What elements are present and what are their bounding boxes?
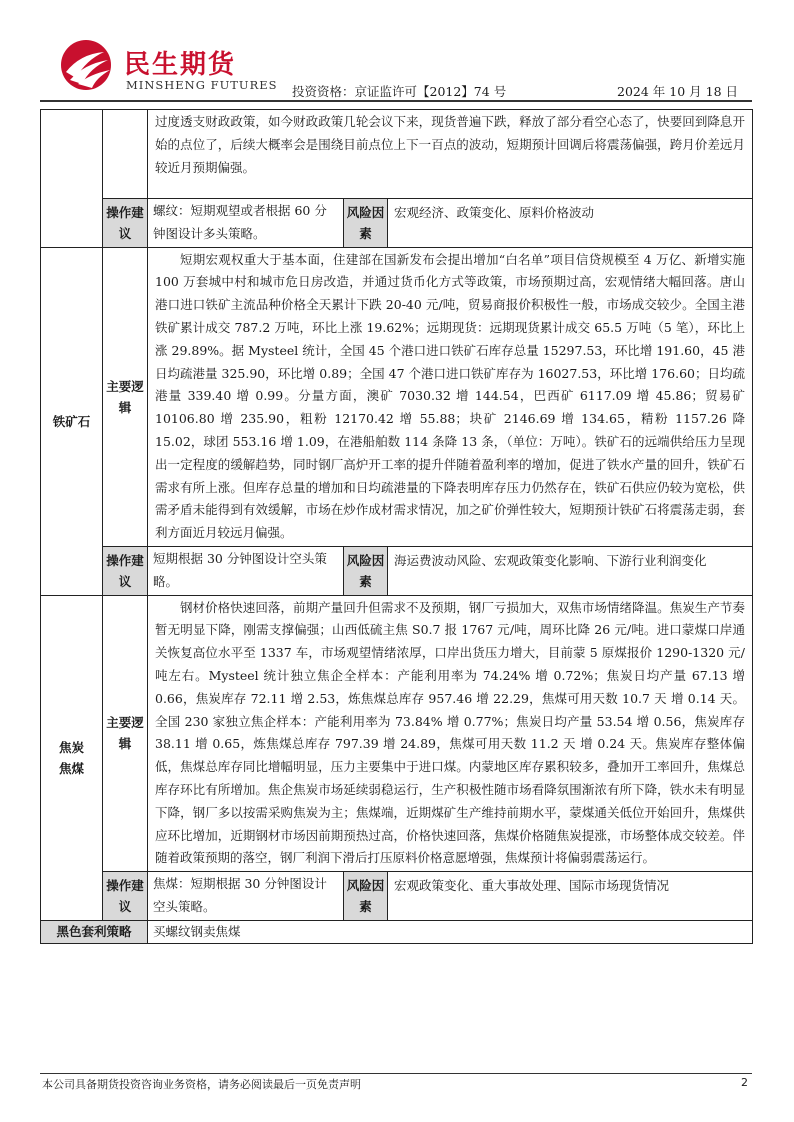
rebar-advice-row: [41, 199, 753, 248]
iron-ore-logic-label: 主要逻辑: [103, 247, 148, 546]
coke-coal-logic-label: 主要逻辑: [103, 595, 148, 872]
brand-name-en: MINSHENG FUTURES: [126, 78, 278, 92]
arbitrage-label: 黑色套利策略: [41, 920, 148, 943]
coke-coal-section-label: [41, 595, 103, 920]
coke-coal-advice-row: [41, 872, 753, 921]
rebar-logic-row: [41, 110, 753, 199]
footer-divider: [40, 1073, 752, 1074]
rebar-logic-text: 过度透支财政政策，如今财政政策几轮会议下来，现货普遍下跌，释放了部分看空心态了，快要回到降息开始的点位了，后续大概率会是围绕目前点位上下一百点的波动，短期预计回调后将震荡偏强，跨月价差远月较近月预期偏强。: [148, 110, 753, 199]
rebar-advice-label: 操作建议: [103, 199, 148, 248]
strategy-table: [40, 109, 753, 944]
iron-ore-advice-text: 短期根据 30 分钟图设计空头策略。: [148, 546, 344, 595]
qualification-text: 投资资格：京证监许可【2012】74 号: [292, 84, 507, 99]
page-number: 2: [741, 1076, 748, 1089]
iron-ore-logic-text: 短期宏观权重大于基本面，住建部在国新发布会提出增加“白名单”项目信贷规模至 4 万亿、新增实施 100 万套城中村和城市危日房改造，并通过货币化方式等政策，市场预期过高，宏观情绪大幅回落。唐山港口进口铁矿主流品种价格全天累计下跌 20-40 元/吨，贸易商报价积极性一般，市场成交较少。全国主港铁矿累计成交 787.2 万吨，环比上涨 19.62%；远期现货：远期现货累计成交 65.5 万吨（5 笔），环比上涨 29.89%。据 Mysteel 统计，全国 45 个港口进口铁矿石库存总量 15297.53，环比增 191.60，45 港日均疏港量 325.90，环比增 0.89；全国 47 个港口进口铁矿库存为 16027.53，环比增 176.60；日均疏港量 339.40 增 0.99。分量方面，澳矿 7030.32 增 144.54，巴西矿 6117.09 增 45.86；贸易矿 10106.80 增 235.90，粗粉 12170.42 增 55.88；块矿 2146.69 增 134.65，精粉 1157.26 降 15.02，球团 553.16 增 1.09，在港船舶数 114 条降 13 条，（单位：万吨）。铁矿石的远端供给压力呈现出一定程度的缓解趋势，同时钢厂高炉开工率的提升伴随着盈利率的增加，促进了铁水产量的回升，铁矿石需求有所上涨。但库存总量的增加和日均疏港量的下降表明库存压力仍然存在，铁矿石供应仍较为宽松，供需矛盾未能得到有效缓解，市场在炒作成材需求情况，加之矿价弹性较大，短期预计铁矿石将震荡走弱，套利方面近月较远月偏强。: [148, 247, 753, 546]
iron-ore-risk-text: 海运费波动风险、宏观政策变化影响、下游行业利润变化: [388, 546, 753, 595]
header-divider: [40, 100, 752, 102]
coking-coal-label: 焦煤: [58, 760, 84, 776]
arbitrage-row: [41, 920, 753, 943]
rebar-logic-label-cell: [103, 110, 148, 199]
coke-coal-logic-row: [41, 595, 753, 872]
brand-name-cn: 民生期货: [124, 50, 237, 80]
coke-coal-advice-text: 焦煤：短期根据 30 分钟图设计空头策略。: [148, 872, 344, 921]
report-date: 2024 年 10 月 18 日: [617, 84, 738, 99]
minsheng-logo-icon: [56, 38, 116, 92]
iron-ore-risk-label: 风险因素: [344, 546, 388, 595]
coke-coal-logic-text: 钢材价格快速回落，前期产量回升但需求不及预期，钢厂亏损加大，双焦市场情绪降温。焦炭生产节奏暂无明显下降，刚需支撑偏强；山西低硫主焦 S0.7 报 1767 元/吨，周环比降 26 元/吨。进口蒙煤口岸通关恢复高位水平至 1337 车，市场观望情绪浓厚，口岸出货压力增大，目前蒙 5 原煤报价 1290-1320 元/吨左右。Mysteel 统计独立焦企全样本：产能利用率为 74.24% 增 0.72%；焦炭日均产量 67.13 增 0.66，焦炭库存 72.11 增 2.53，炼焦煤总库存 957.46 增 22.29，焦煤可用天数 10.7 天 增 0.14 天。全国 230 家独立焦企样本：产能利用率为 73.84% 增 0.77%；焦炭日均产量 53.54 增 0.56，焦炭库存 38.11 增 0.65，炼焦煤总库存 797.39 增 24.89，焦煤可用天数 11.2 天 增 0.24 天。焦炭库存整体偏低，焦煤总库存同比增幅明显，压力主要集中于进口煤。内蒙地区库存累积较多，叠加开工率回升，焦煤总库存环比有所增加。焦企焦炭市场延续弱稳运行，生产积极性随市场看降氛围渐浓有所下降，铁水未有明显下降，钢厂多以按需采购焦炭为主；焦煤端，近期煤矿生产维持前期水平，蒙煤通关低位开始回升，焦煤供应环比增加，近期钢材市场因前期预热过高，价格快速回落，焦煤价格随焦炭提涨，市场整体成交较差。伴随着政策预期的落空，钢厂利润下滑后打压原料价格意愿增强，焦煤预计将偏弱震荡运行。: [148, 595, 753, 872]
iron-ore-section-label: 铁矿石: [41, 247, 103, 595]
rebar-risk-text: 宏观经济、政策变化、原料价格波动: [388, 199, 753, 248]
coke-label: 焦炭: [58, 739, 84, 755]
footer-disclaimer: 本公司具备期货投资咨询业务资格，请务必阅读最后一页免责声明: [42, 1078, 361, 1091]
rebar-advice-text: 螺纹：短期观望或者根据 60 分钟图设计多头策略。: [148, 199, 344, 248]
iron-ore-advice-row: [41, 546, 753, 595]
page-header: [42, 38, 752, 102]
rebar-risk-label: 风险因素: [344, 199, 388, 248]
coke-coal-risk-text: 宏观政策变化、重大事故处理、国际市场现货情况: [388, 872, 753, 921]
coke-coal-advice-label: 操作建议: [103, 872, 148, 921]
rebar-section-cell: [41, 110, 103, 248]
iron-ore-advice-label: 操作建议: [103, 546, 148, 595]
coke-coal-risk-label: 风险因素: [344, 872, 388, 921]
iron-ore-logic-row: [41, 247, 753, 546]
arbitrage-text: 买螺纹钢卖焦煤: [148, 920, 753, 943]
